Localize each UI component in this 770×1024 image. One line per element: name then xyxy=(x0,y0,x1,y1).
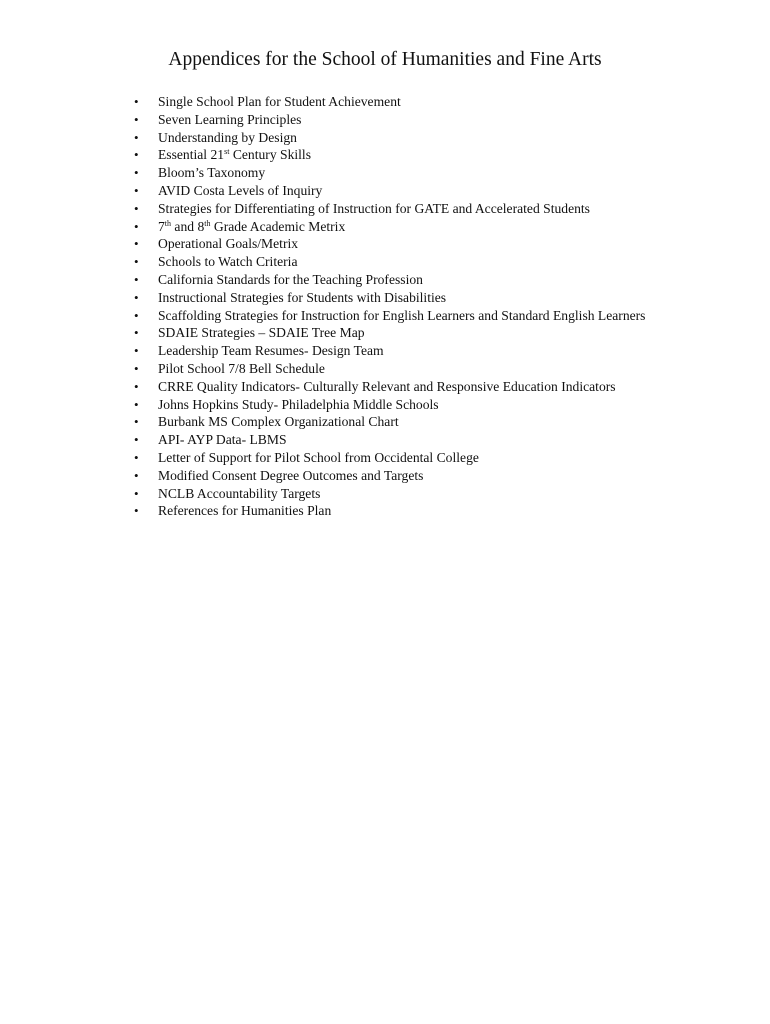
list-item-label: Letter of Support for Pilot School from Occidental College xyxy=(158,449,479,465)
bullet-icon: • xyxy=(134,307,139,323)
page-title: Appendices for the School of Humanities and Fine Arts xyxy=(168,49,602,70)
list-item xyxy=(134,378,734,396)
bullet-icon: • xyxy=(134,485,139,501)
list-item-label: CRRE Quality Indicators- Culturally Relevant and Responsive Education Indicators xyxy=(158,378,616,394)
list-item-label: NCLB Accountability Targets xyxy=(158,485,321,501)
bullet-icon: • xyxy=(134,343,139,359)
list-item-label: Schools to Watch Criteria xyxy=(158,254,298,270)
bullet-icon: • xyxy=(134,467,139,483)
list-item xyxy=(134,271,734,289)
list-item-label: Pilot School 7/8 Bell Schedule xyxy=(158,360,325,376)
bullet-icon: • xyxy=(134,449,139,465)
bullet-icon: • xyxy=(134,111,139,127)
bullet-icon: • xyxy=(134,396,139,412)
list-item xyxy=(134,182,734,200)
bullet-icon: • xyxy=(134,289,139,305)
list-item xyxy=(134,289,734,307)
bullet-icon: • xyxy=(134,503,139,519)
list-item xyxy=(134,253,734,271)
list-item-label: Burbank MS Complex Organizational Chart xyxy=(158,414,399,430)
list-item-label: Strategies for Differentiating of Instruction for GATE and Accelerated Students xyxy=(158,200,590,216)
list-item xyxy=(134,396,734,414)
list-item xyxy=(134,467,734,485)
list-item xyxy=(134,413,734,431)
bullet-icon: • xyxy=(134,414,139,430)
list-item xyxy=(134,93,734,111)
bullet-icon: • xyxy=(134,147,139,163)
list-item-label: API- AYP Data- LBMS xyxy=(158,432,287,448)
list-item-label: AVID Costa Levels of Inquiry xyxy=(158,182,323,198)
list-item xyxy=(134,502,734,520)
list-item xyxy=(134,342,734,360)
appendix-list xyxy=(134,93,734,520)
list-item-label: SDAIE Strategies – SDAIE Tree Map xyxy=(158,325,365,341)
list-item xyxy=(134,218,734,236)
list-item-label: Single School Plan for Student Achievement xyxy=(158,94,401,109)
bullet-icon: • xyxy=(134,165,139,181)
bullet-icon: • xyxy=(134,378,139,394)
list-item xyxy=(134,235,734,253)
bullet-icon: • xyxy=(134,129,139,145)
list-item-label: Scaffolding Strategies for Instruction for English Learners and Standard English Learners xyxy=(158,307,646,323)
list-item-label: Leadership Team Resumes- Design Team xyxy=(158,343,384,359)
list-item xyxy=(134,449,734,467)
list-item xyxy=(134,431,734,449)
list-item-label: Modified Consent Degree Outcomes and Targets xyxy=(158,467,424,483)
list-item xyxy=(134,129,734,147)
bullet-icon: • xyxy=(134,182,139,198)
bullet-icon: • xyxy=(134,325,139,341)
list-item-label: Seven Learning Principles xyxy=(158,111,302,127)
list-item-label: Johns Hopkins Study- Philadelphia Middle Schools xyxy=(158,396,439,412)
bullet-icon: • xyxy=(134,271,139,287)
bullet-icon: • xyxy=(134,218,139,234)
list-item-label: Understanding by Design xyxy=(158,129,297,145)
bullet-icon: • xyxy=(134,236,139,252)
list-item xyxy=(134,360,734,378)
list-item xyxy=(134,111,734,129)
list-item-label: California Standards for the Teaching Profession xyxy=(158,271,423,287)
list-item-label: Essential 21st Century Skills xyxy=(158,147,311,163)
list-item xyxy=(134,146,734,164)
bullet-icon: • xyxy=(134,254,139,270)
list-item-label: Bloom’s Taxonomy xyxy=(158,165,266,181)
list-item xyxy=(134,485,734,503)
list-item xyxy=(134,164,734,182)
bullet-icon: • xyxy=(134,200,139,216)
list-item-label: References for Humanities Plan xyxy=(158,503,332,519)
list-item xyxy=(134,307,734,325)
bullet-icon: • xyxy=(134,94,139,109)
list-item-label: Instructional Strategies for Students with Disabilities xyxy=(158,289,447,305)
list-item xyxy=(134,200,734,218)
list-item-label: 7th and 8th Grade Academic Metrix xyxy=(158,218,346,234)
bullet-icon: • xyxy=(134,360,139,376)
list-item xyxy=(134,324,734,342)
list-item-label: Operational Goals/Metrix xyxy=(158,236,299,252)
bullet-icon: • xyxy=(134,432,139,448)
